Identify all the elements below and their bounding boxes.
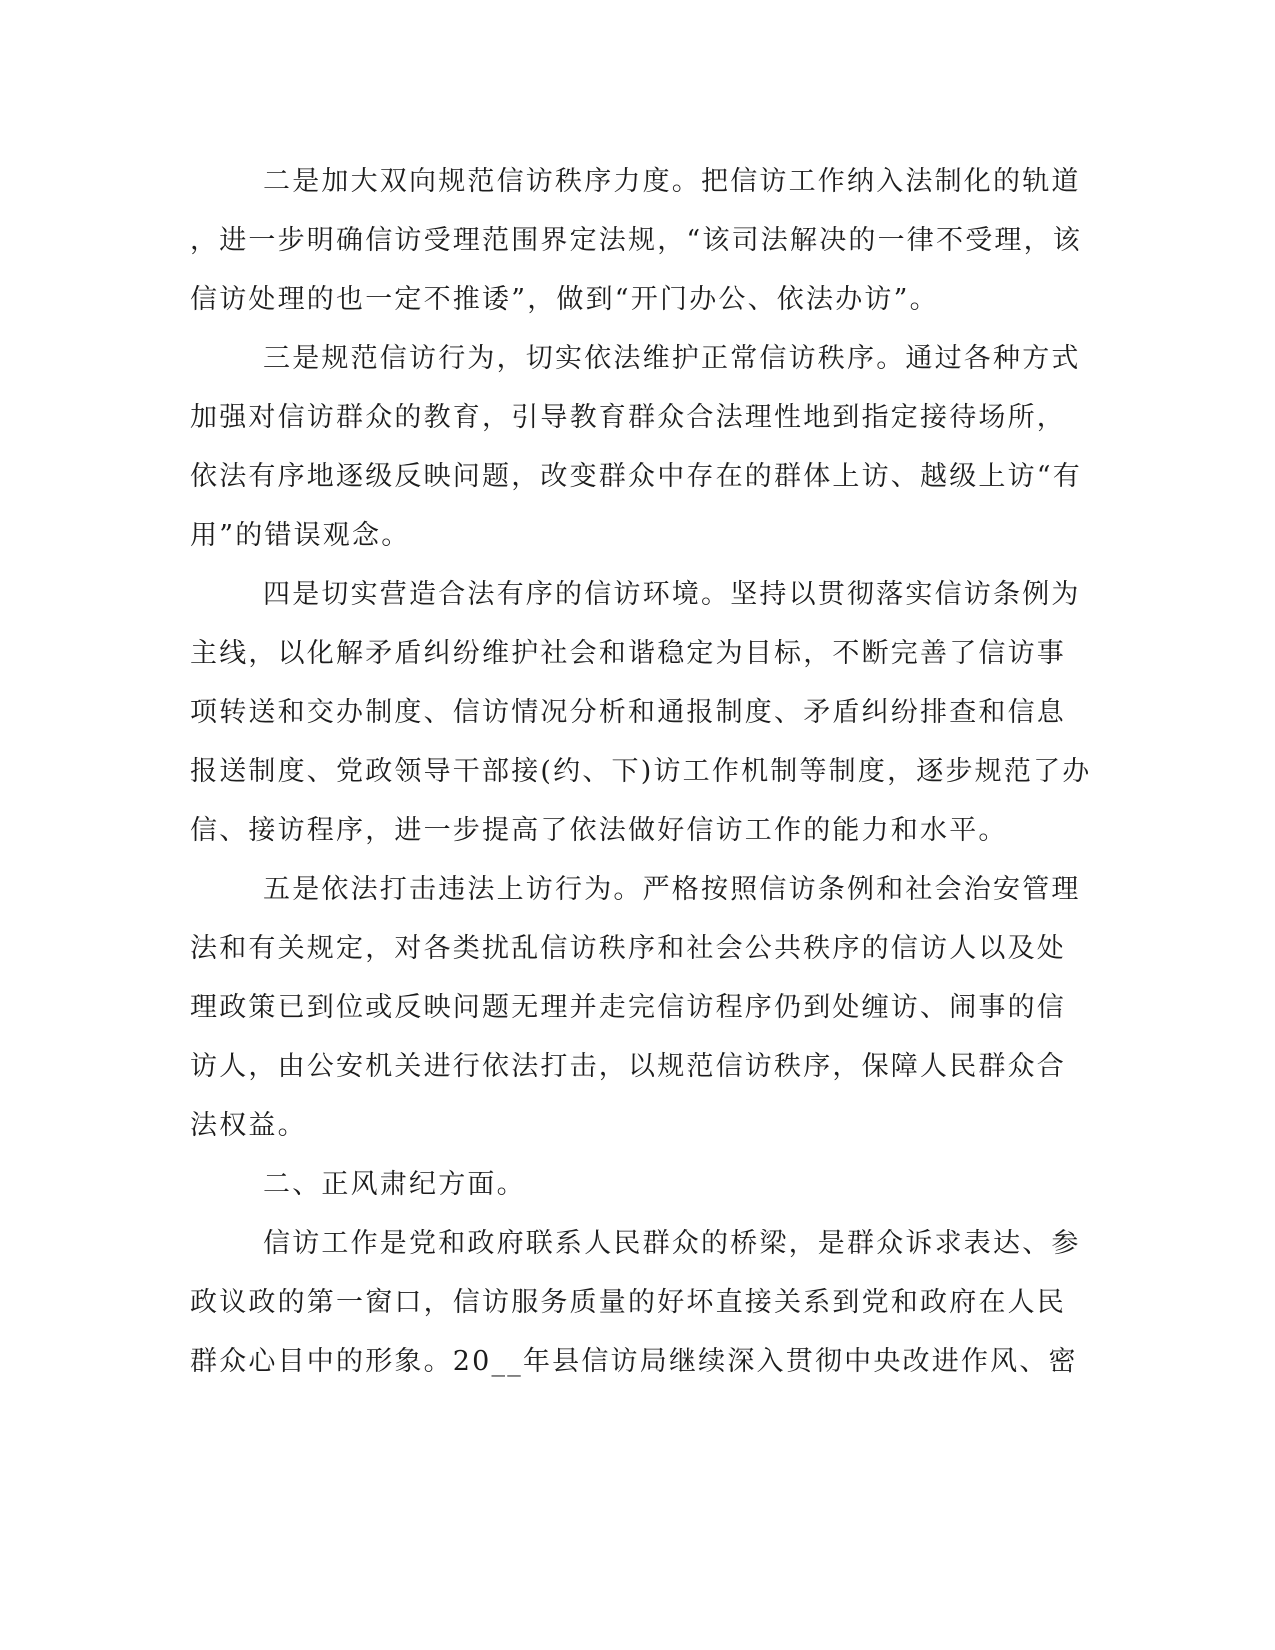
- paragraph-line: 信访工作是党和政府联系人民群众的桥梁，是群众诉求表达、参: [263, 1228, 1081, 1259]
- paragraph-line: 项转送和交办制度、信访情况分析和通报制度、矛盾纠纷排查和信息: [190, 697, 1066, 728]
- paragraph-line: 访人，由公安机关进行依法打击，以规范信访秩序，保障人民群众合: [190, 1051, 1066, 1082]
- section-heading: 二、正风肃纪方面。: [263, 1169, 526, 1200]
- paragraph-line: 法权益。: [190, 1110, 307, 1141]
- paragraph-line: 四是切实营造合法有序的信访环境。坚持以贯彻落实信访条例为: [263, 579, 1081, 610]
- paragraph-line: 二是加大双向规范信访秩序力度。把信访工作纳入法制化的轨道: [263, 166, 1081, 197]
- paragraph-line: 报送制度、党政领导干部接(约、下)访工作机制等制度，逐步规范了办: [190, 756, 1092, 787]
- paragraph-line: 理政策已到位或反映问题无理并走完信访程序仍到处缠访、闹事的信: [190, 992, 1066, 1023]
- paragraph-line: 五是依法打击违法上访行为。严格按照信访条例和社会治安管理: [263, 874, 1081, 905]
- paragraph-line: 政议政的第一窗口，信访服务质量的好坏直接关系到党和政府在人民: [190, 1287, 1066, 1318]
- paragraph-line: 依法有序地逐级反映问题，改变群众中存在的群体上访、越级上访“有: [190, 461, 1083, 492]
- paragraph-line: 三是规范信访行为，切实依法维护正常信访秩序。通过各种方式: [263, 343, 1081, 374]
- paragraph-line: 信访处理的也一定不推诿”，做到“开门办公、依法办访”。: [190, 284, 939, 315]
- paragraph-line: 法和有关规定，对各类扰乱信访秩序和社会公共秩序的信访人以及处: [190, 933, 1066, 964]
- paragraph-line: 群众心目中的形象。20__年县信访局继续深入贯彻中央改进作风、密: [190, 1346, 1078, 1377]
- paragraph-line: 加强对信访群众的教育，引导教育群众合法理性地到指定接待场所，: [190, 402, 1066, 433]
- paragraph-line: 信、接访程序，进一步提高了依法做好信访工作的能力和水平。: [190, 815, 1008, 846]
- paragraph-line: 用”的错误观念。: [190, 520, 411, 551]
- paragraph-line: ，进一步明确信访受理范围界定法规，“该司法解决的一律不受理，该: [190, 225, 1083, 256]
- paragraph-line: 主线，以化解矛盾纠纷维护社会和谐稳定为目标，不断完善了信访事: [190, 638, 1066, 669]
